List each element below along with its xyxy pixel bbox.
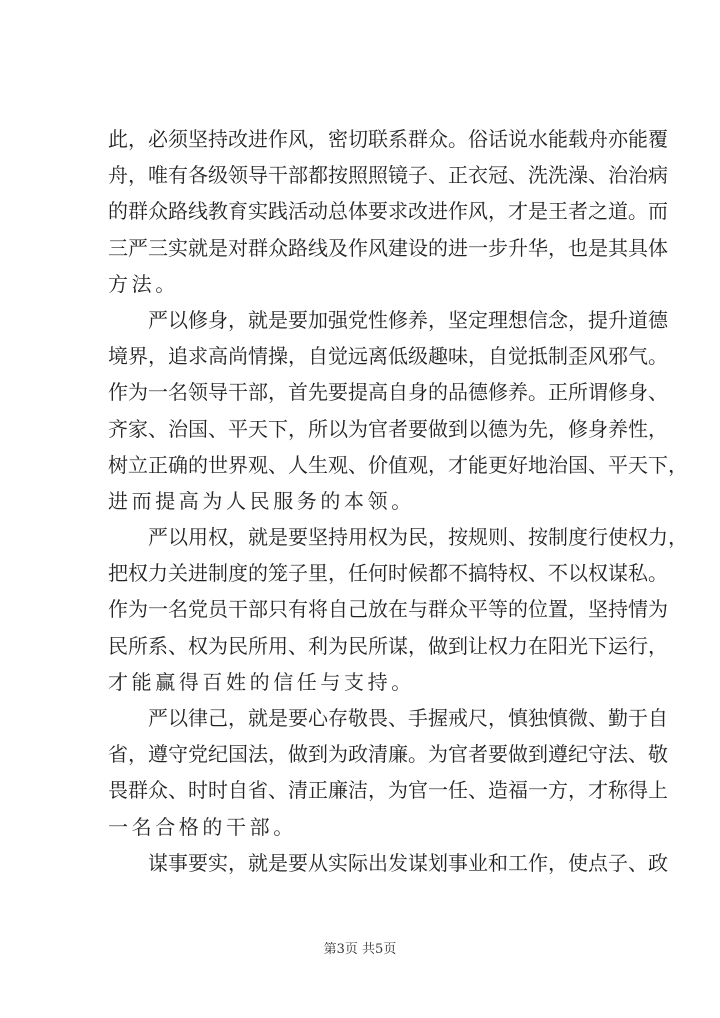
text-line: 境界，追求高尚情操，自觉远离低级趣味，自觉抵制歪风邪气。 — [108, 344, 668, 369]
text-line: 严以用权，就是要坚持用权为民，按规则、按制度行使权力， — [148, 525, 688, 550]
text-line: 才能赢得百姓的信任与支持。 — [108, 669, 415, 694]
text-line: 把权力关进制度的笼子里，任何时候都不搞特权、不以权谋私。 — [108, 561, 668, 586]
paragraph — [108, 121, 668, 302]
text-line: 树立正确的世界观、人生观、价值观，才能更好地治国、平天下， — [108, 452, 688, 477]
paragraph — [108, 845, 668, 881]
text-line: 此，必须坚持改进作风，密切联系群众。俗话说水能载舟亦能覆 — [108, 127, 668, 151]
text-line: 民所系、权为民所用、利为民所谋，做到让权力在阳光下运行， — [108, 633, 668, 658]
text-line: 三严三实就是对群众路线及作风建设的进一步升华，也是其具体 — [108, 235, 668, 260]
page-number-footer: 第3页 共5页 — [323, 942, 397, 957]
text-line: 的群众路线教育实践活动总体要求改进作风，才是王者之道。而 — [108, 199, 668, 224]
text-line: 舟，唯有各级领导干部都按照照镜子、正衣冠、洗洗澡、治治病 — [108, 163, 668, 188]
paragraph — [108, 519, 688, 700]
paragraph — [108, 302, 688, 519]
document-body — [108, 121, 688, 881]
paragraph — [108, 700, 668, 845]
text-line: 作为一名领导干部，首先要提高自身的品德修养。正所谓修身、 — [108, 380, 668, 405]
text-line: 齐家、治国、平天下，所以为官者要做到以德为先，修身养性， — [108, 416, 668, 441]
text-line: 作为一名党员干部只有将自己放在与群众平等的位置，坚持情为 — [108, 597, 668, 622]
text-line: 严以修身，就是要加强党性修养，坚定理想信念，提升道德 — [148, 307, 668, 332]
text-line: 一名合格的干部。 — [108, 814, 297, 839]
text-line: 畏群众、时时自省、清正廉洁，为官一任、造福一方，才称得上 — [108, 778, 668, 803]
text-line: 省，遵守党纪国法，做到为政清廉。为官者要做到遵纪守法、敬 — [108, 742, 668, 767]
text-line: 方法。 — [108, 271, 179, 296]
text-line: 进而提高为人民服务的本领。 — [108, 488, 415, 513]
text-line: 谋事要实，就是要从实际出发谋划事业和工作，使点子、政 — [148, 850, 668, 875]
text-line: 严以律己，就是要心存敬畏、手握戒尺，慎独慎微、勤于自 — [148, 706, 668, 730]
